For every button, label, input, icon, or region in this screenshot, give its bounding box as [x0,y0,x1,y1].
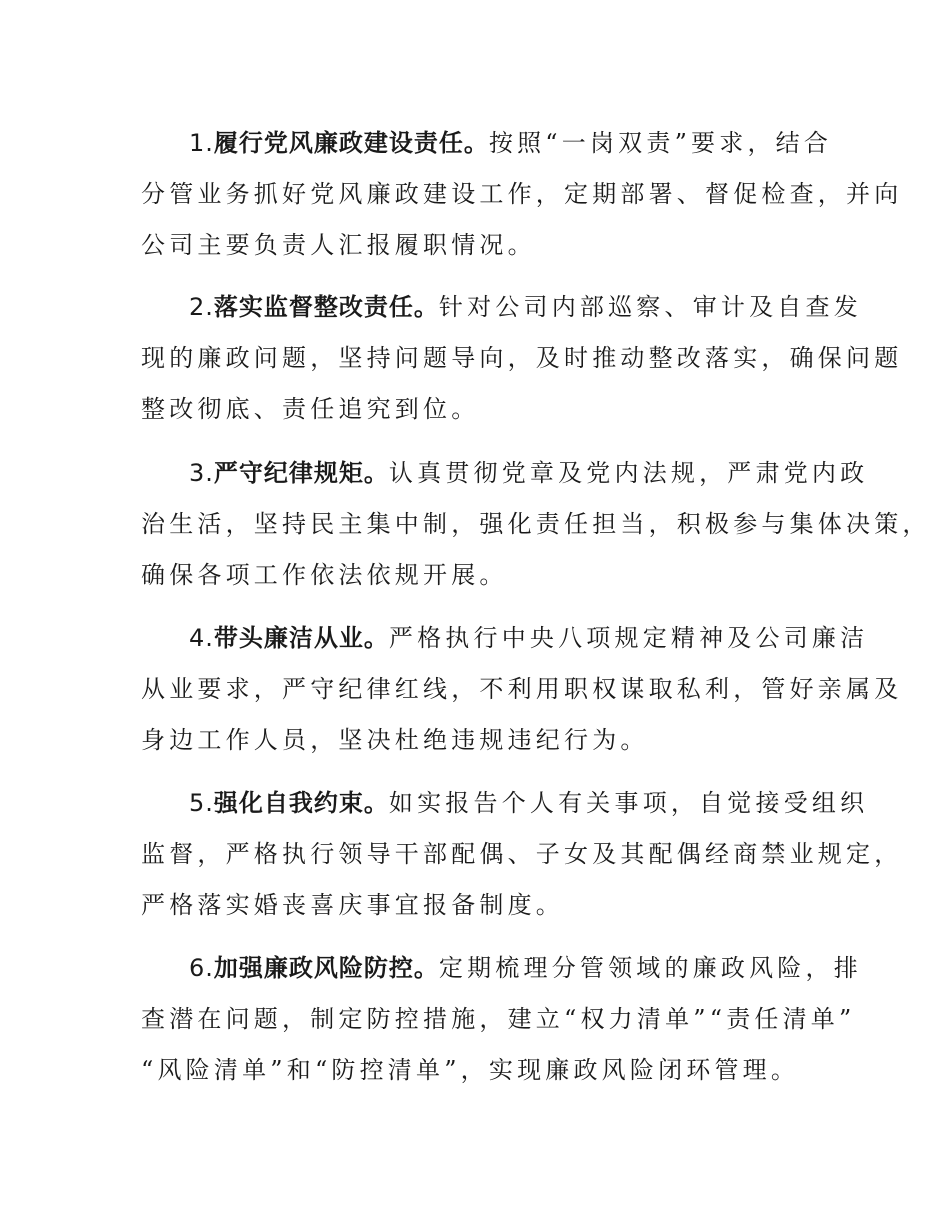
section-6-line-2: 查潜在问题，制定防控措施，建立“权力清单”“责任清单” [141,1005,856,1033]
section-2-line-1 [141,282,862,333]
section-2-heading: 落实监督整改责任。 [213,293,439,321]
section-3-line-3: 确保各项工作依法依规开展。 [141,561,508,589]
section-1-heading: 履行党风廉政建设责任。 [213,129,489,157]
section-5-line-3: 严格落实婚丧喜庆事宜报备制度。 [141,891,564,919]
section-6-line-1 [141,943,862,994]
section-1-text-1: 按照“一岗双责”要求，结合 [488,129,833,157]
section-5-line-2: 监督，严格执行领导干部配偶、子女及其配偶经商禁业规定， [141,840,903,868]
section-5-line-1 [141,778,869,829]
section-4-number: 4. [189,624,214,652]
section-6-number: 6. [189,954,214,982]
section-1-line-1 [141,118,833,169]
section-3-line-1 [141,448,869,499]
section-2-line-2: 现的廉政问题，坚持问题导向，及时推动整改落实，确保问题 [141,344,903,372]
section-2-text-1: 针对公司内部巡察、审计及自查发 [438,293,862,321]
section-1-line-2: 分管业务抓好党风廉政建设工作，定期部署、督促检查，并向 [141,180,903,208]
section-2-line-3: 整改彻底、责任追究到位。 [141,395,480,423]
section-6 [141,943,862,1096]
section-2 [141,282,903,435]
section-3-number: 3. [189,459,214,487]
section-6-line-3: “风险清单”和“防控清单”，实现廉政风险闭环管理。 [141,1056,800,1084]
section-3-text-1: 认真贯彻党章及党内法规，严肃党内政 [388,459,869,487]
section-4-line-2: 从业要求，严守纪律红线，不利用职权谋取私利，管好亲属及 [141,675,903,703]
section-4-heading: 带头廉洁从业。 [213,624,389,652]
section-6-heading: 加强廉政风险防控。 [213,954,439,982]
section-1-line-3: 公司主要负责人汇报履职情况。 [141,231,536,259]
section-4 [141,613,903,766]
section-5-text-1: 如实报告个人有关事项，自觉接受组织 [388,789,869,817]
section-6-text-1: 定期梳理分管领域的廉政风险，排 [438,954,862,982]
section-1-number: 1. [189,129,214,157]
section-5 [141,778,903,931]
section-1 [141,118,903,271]
section-5-heading: 强化自我约束。 [213,789,389,817]
section-2-number: 2. [189,293,214,321]
section-3-line-2: 治生活，坚持民主集中制，强化责任担当，积极参与集体决策， [141,510,931,538]
section-4-line-1 [141,613,869,664]
section-5-number: 5. [189,789,214,817]
section-4-line-3: 身边工作人员，坚决杜绝违规违纪行为。 [141,726,649,754]
section-3-heading: 严守纪律规矩。 [213,459,389,487]
section-4-text-1: 严格执行中央八项规定精神及公司廉洁 [388,624,869,652]
section-3 [141,448,931,601]
